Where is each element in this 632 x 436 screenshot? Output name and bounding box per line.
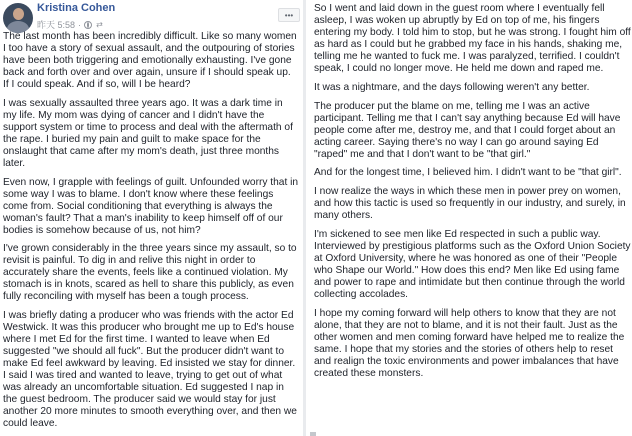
paragraph: I was sexually assaulted three years ago. It was a dark time in my life. My mom was dying of cancer and I didn't have the support system or time to process and deal with the aftermath of the rape. I buried my pain and guilt to make space for the onslaught that came after my mom's death, just three months later. — [3, 97, 293, 169]
post-meta — [37, 18, 104, 31]
translate-icon: ⇄ — [96, 20, 103, 29]
post-body-right — [314, 3, 632, 387]
paragraph: The last month has been incredibly difficult. Like so many women I too have a story of sexual assault, and the outpouring of stories have been both triggering and emotionally exhausting. I've gone back and forth over and over again, unsure if I should speak up. If I could speak. And if so, will I be heard? — [3, 31, 297, 90]
paragraph: The producer put the blame on me, telling me I was an active participant. Telling me that I can't say anything because Ed will have people come after me, destroy me, and that I could forget about an acting career. Saying there's no way I can go around saying Ed "raped" me and that I don't want to be "that girl." — [314, 100, 621, 160]
paragraph: I hope my coming forward will help others to know that they are not alone, that they are not to blame, and it is not their fault. Just as the other women and men coming forward have helped me to realize the same. I hope that my stories and the stories of others help to reset and realign the toxic environments and power imbalances that have created these monsters. — [314, 307, 625, 379]
paragraph: I'm sickened to see men like Ed respected in such a public way. Interviewed by prestigious platforms such as the Oxford Union Society at Oxford University, where he was honored as one of their "People who Shape our World." How does this end? Men like Ed using fame and power to rape and intimidate but then continue through the world collecting accolades. — [314, 228, 631, 300]
paragraph: Even now, I grapple with feelings of guilt. Unfounded worry that in some way I was to blame. I don't know where these feelings come from. Social conditioning that everything is always the woman's fault? That a man's inability to keep himself off of our bodies is somehow because of us, not him? — [3, 176, 299, 236]
paragraph: I was briefly dating a producer who was friends with the actor Ed Westwick. It was this producer who brought me up to Ed's house where I met Ed for the first time. I wanted to leave when Ed suggested "we should all fuck". But the producer didn't want to make Ed feel awkward by leaving. Ed insisted we stay for dinner. I said I was tired and wanted to leave, trying to get out of what was already an uncomfortable situation. Ed suggested I nap in the guest bedroom. The producer said we would stay for just another 20 more minutes to smooth everything over, and then we could leave. — [3, 310, 297, 430]
paragraph: I've grown considerably in the three years since my assault, so to revisit is painful. To dig in and relive this night in order to accurately share the events, feels like a continued violation. My stomach is in knots, scared as hell to share this publicly, as even fully reconciling with myself has been a tough process. — [3, 243, 297, 303]
timestamp[interactable]: 昨天 5:58 — [37, 20, 76, 30]
post-right-column — [306, 0, 632, 436]
globe-icon — [84, 21, 92, 29]
avatar[interactable] — [3, 3, 33, 33]
more-options-button[interactable]: ••• — [278, 8, 300, 22]
paragraph: So I went and laid down in the guest room where I eventually fell asleep, I was woken up abruptly by Ed on top of me, his fingers entering my body. I told him to stop, but he was strong. I fought him off as hard as I could but he grabbed my face in his hands, shaking me, telling me he wanted to fuck me. I was paralyzed, terrified. I couldn't speak, I could no longer move. He held me down and raped me. — [314, 3, 631, 74]
scroll-indicator — [310, 432, 316, 436]
paragraph: And for the longest time, I believed him. I didn't want to be "that girl". — [314, 167, 622, 179]
post-left-column — [0, 0, 303, 436]
paragraph: It was a nightmare, and the days following weren't any better. — [314, 81, 590, 93]
middle-dot: · — [78, 19, 82, 30]
post-body-left — [3, 31, 299, 436]
paragraph: I now realize the ways in which these men in power prey on women, and how this tactic is used so frequently in our industry, and surely, in many others. — [314, 186, 626, 222]
author-name[interactable]: Kristina Cohen — [37, 2, 116, 14]
avatar-head-shape — [13, 8, 24, 20]
